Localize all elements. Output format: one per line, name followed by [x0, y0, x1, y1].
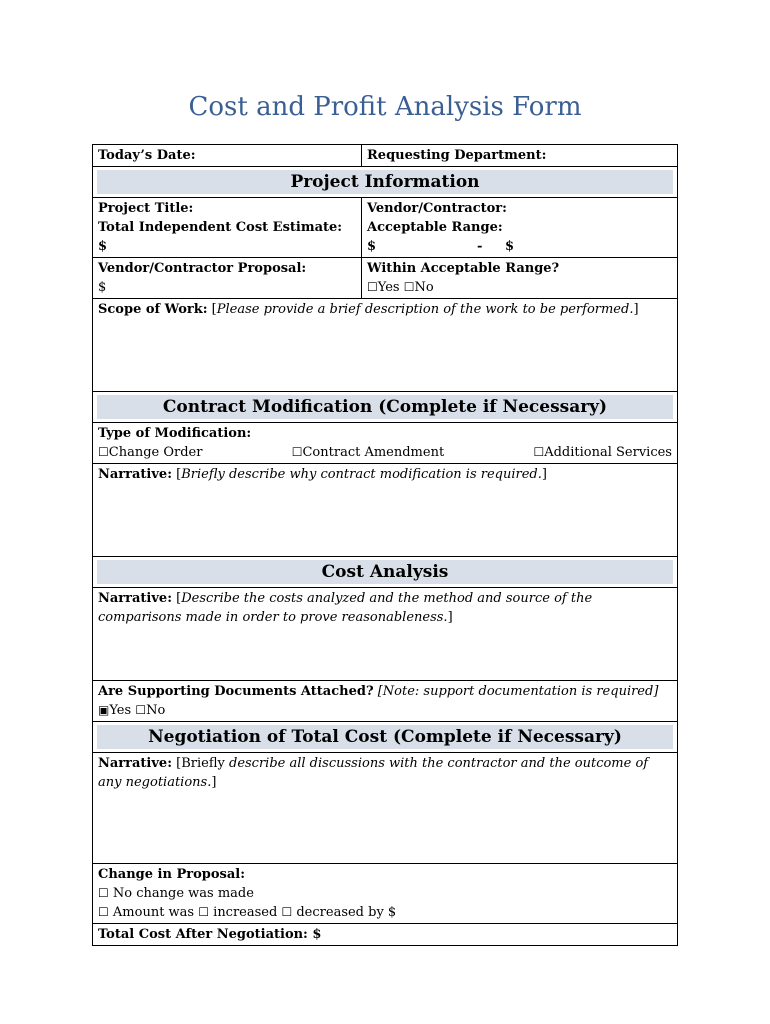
cost-profit-form — [92, 144, 678, 946]
acceptable-range-field[interactable] — [367, 237, 672, 256]
project-details-row — [93, 198, 677, 258]
cost-estimate-field[interactable]: $ — [98, 239, 108, 254]
modification-narrative-field[interactable]: Narrative: [Briefly describe why contract modification is required.] — [98, 467, 547, 482]
narrative-hint: Describe the costs analyzed and the method and source of the comparisons made in order to prove reasonableness. — [98, 591, 593, 625]
vendor-proposal-field[interactable]: $ — [98, 280, 107, 295]
negotiation-section-header — [93, 722, 677, 753]
total-cost-row — [93, 924, 677, 945]
range-separator: - — [477, 239, 483, 254]
scope-of-work-row — [93, 298, 677, 392]
within-no-label: No — [414, 280, 434, 295]
docs-yes-label: Yes — [109, 703, 132, 718]
no-change-option — [98, 884, 672, 903]
checkbox-icon[interactable]: ☐ — [98, 886, 109, 900]
checkbox-icon[interactable]: ☐ — [98, 445, 109, 459]
scope-hint: Please provide a brief description of the work to be performed. — [216, 302, 634, 317]
project-section-title: Project Information — [97, 170, 673, 194]
header-row — [93, 145, 677, 167]
cost-section-title: Cost Analysis — [97, 560, 673, 584]
checkbox-icon[interactable]: ☐ — [403, 280, 415, 294]
cost-narrative-field[interactable]: Narrative: [Describe the costs analyzed and the method and source of the comparisons made in order to prove reasonableness.] — [98, 591, 593, 625]
range-to: $ — [505, 239, 515, 254]
negotiation-section-title: Negotiation of Total Cost (Complete if Necessary) — [97, 725, 673, 749]
scope-label: Scope of Work: — [98, 302, 208, 317]
supporting-docs-options — [98, 701, 672, 720]
narrative-hint-prefix: Briefly — [181, 756, 225, 771]
within-range-options — [367, 278, 672, 297]
checkbox-icon[interactable]: ☐ — [198, 905, 210, 919]
modification-section-title: Contract Modification (Complete if Necessary) — [97, 395, 673, 419]
narrative-hint: Briefly describe why contract modification is required. — [181, 467, 542, 482]
cost-narrative-row — [93, 588, 677, 681]
modification-narrative-row — [93, 464, 677, 557]
decreased-label[interactable]: decreased by $ — [296, 905, 397, 920]
no-change-label: No change was made — [112, 886, 254, 901]
within-range-label: Within Acceptable Range? — [367, 261, 560, 276]
range-from: $ — [367, 239, 377, 254]
total-cost-field[interactable]: Total Cost After Negotiation: $ — [98, 927, 322, 942]
supporting-docs-label: Are Supporting Documents Attached? — [98, 684, 374, 699]
amount-change-option — [98, 903, 672, 922]
cost-section-header — [93, 557, 677, 588]
modification-type-options — [98, 443, 672, 462]
narrative-hint: describe all discussions with the contractor and the outcome of any negotiations. — [98, 756, 649, 790]
docs-no-label: No — [146, 703, 166, 718]
project-title-field[interactable]: Project Title: — [98, 201, 194, 216]
proposal-row — [93, 258, 677, 298]
modification-type-row — [93, 423, 677, 464]
cost-estimate-label: Total Independent Cost Estimate: — [98, 220, 343, 235]
modification-section-header — [93, 392, 677, 423]
supporting-docs-note: [Note: support documentation is required] — [377, 684, 659, 699]
within-yes-label: Yes — [377, 280, 400, 295]
requesting-department-field[interactable]: Requesting Department: — [367, 148, 547, 163]
checkbox-icon[interactable]: ☐ — [98, 905, 109, 919]
change-order-label: Change Order — [108, 445, 203, 460]
checkbox-icon[interactable]: ☐ — [135, 703, 147, 717]
negotiation-narrative-field[interactable]: Narrative: [Briefly describe all discussions with the contractor and the outcome of any negotiations.] — [98, 756, 649, 790]
amount-was-label: Amount was — [112, 905, 195, 920]
checkbox-icon[interactable]: ☐ — [281, 905, 293, 919]
checked-checkbox-icon[interactable]: ▣ — [98, 703, 110, 717]
acceptable-range-label: Acceptable Range: — [367, 220, 503, 235]
project-section-header — [93, 167, 677, 198]
vendor-proposal-label: Vendor/Contractor Proposal: — [98, 261, 307, 276]
checkbox-icon[interactable]: ☐ — [367, 280, 378, 294]
checkbox-icon[interactable]: ☐ — [533, 445, 545, 459]
scope-of-work-field[interactable]: Scope of Work: [Please provide a brief description of the work to be performed.] — [98, 302, 639, 317]
change-in-proposal-label: Change in Proposal: — [98, 867, 246, 882]
contract-amendment-label: Contract Amendment — [302, 445, 445, 460]
additional-services-label: Additional Services — [544, 445, 672, 460]
supporting-docs-row — [93, 681, 677, 722]
modification-type-label: Type of Modification: — [98, 426, 252, 441]
vendor-contractor-field[interactable]: Vendor/Contractor: — [367, 201, 507, 216]
negotiation-narrative-row — [93, 753, 677, 864]
todays-date-field[interactable]: Today’s Date: — [93, 145, 362, 166]
change-in-proposal-row — [93, 864, 677, 924]
narrative-label: Narrative: — [98, 756, 172, 771]
narrative-label: Narrative: — [98, 591, 172, 606]
narrative-label: Narrative: — [98, 467, 172, 482]
form-title: Cost and Profit Analysis Form — [188, 92, 582, 122]
increased-label: increased — [213, 905, 278, 920]
checkbox-icon[interactable]: ☐ — [291, 445, 303, 459]
